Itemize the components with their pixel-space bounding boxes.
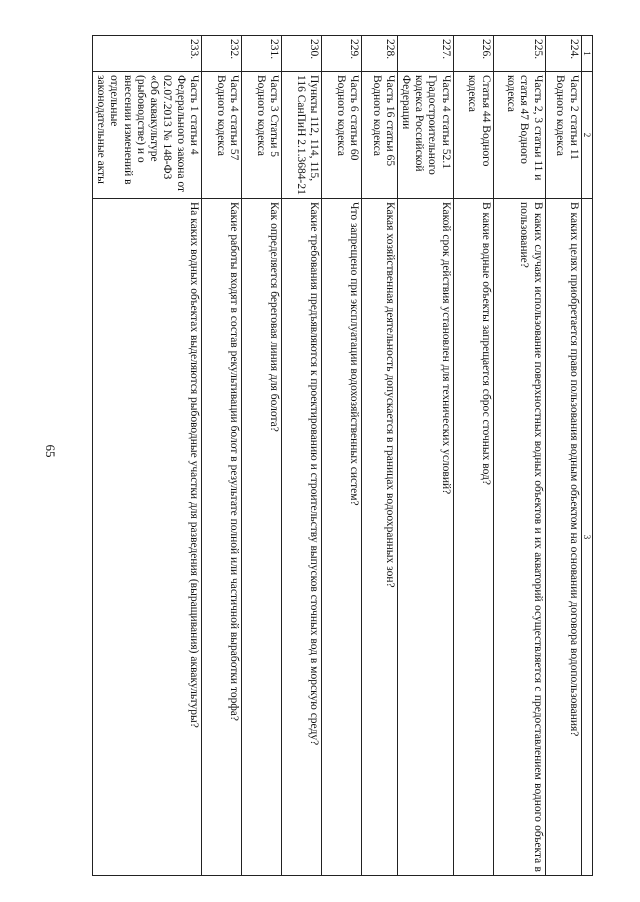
row-source: Часть 4 статьи 57 Водного кодекса [201,72,241,199]
table-row [545,36,581,876]
row-question: В каких случаях использование поверхностных водных объектов и их акваторий осуществляется с предоставлением водного объекта в пользование? [493,199,545,876]
row-source: Статья 44 Водного кодекса [453,72,493,199]
table-row [397,36,453,876]
row-number: 227. [397,36,453,72]
row-question: Какой срок действия установлен для технических условий? [397,199,453,876]
questions-table-rotated [95,35,593,875]
row-source: Пункты 112, 114, 115, 116 СанПиН 2.1.3684-21 [281,72,321,199]
table-header-row [581,36,592,876]
row-question: В каких целях приобретается право пользования водным объектом на основании договора водопользования? [545,199,581,876]
header-col-1: 1 [581,36,592,72]
table-row [493,36,545,876]
row-number: 229. [321,36,361,72]
row-number: 231. [241,36,281,72]
row-source: Часть 2, 3 статьи 11 и статья 47 Водного кодекса [493,72,545,199]
table-body [93,36,582,876]
row-source: Часть 3 Статьи 5 Водного кодекса [241,72,281,199]
row-question: Что запрещено при эксплуатации водохозяйственных систем? [321,199,361,876]
table-row [93,36,202,876]
row-question: Какие требования предъявляются к проектированию и строительству выпусков сточных вод в морскую среду? [281,199,321,876]
row-question: В какие водные объекты запрещается сброс сточных вод? [453,199,493,876]
row-question: На каких водных объектах выделяются рыбоводные участки для разведения (выращивания) аквакультуры? [93,199,202,876]
header-col-3: 3 [581,199,592,876]
row-number: 226. [453,36,493,72]
row-source: Часть 16 статьи 65 Водного кодекса [361,72,397,199]
table-row [453,36,493,876]
row-number: 224. [545,36,581,72]
row-source: Часть 6 статьи 60 Водного кодекса [321,72,361,199]
row-question: Какая хозяйственная деятельность допускается в границах водоохранных зон? [361,199,397,876]
row-question: Какие работы входят в состав рекультивации болот в результате полной или частичной выработки торфа? [201,199,241,876]
row-number: 228. [361,36,397,72]
header-col-2: 2 [581,72,592,199]
row-source: Часть 1 статьи 4 Федерального закона от 02.07.2013 № 148-ФЗ «Об аквакультуре (рыбоводстве) и о внесении изменений в отдельные законодательные акты [93,72,202,199]
row-number: 225. [493,36,545,72]
row-number: 232. [201,36,241,72]
questions-table [92,35,593,876]
table-row [361,36,397,876]
row-number: 230. [281,36,321,72]
page-number: 65 [43,444,58,458]
table-row [321,36,361,876]
table-row [241,36,281,876]
row-source: Часть 2 статьи 11 Водного кодекса [545,72,581,199]
table-header [581,36,592,876]
table-row [201,36,241,876]
row-number: 233. [93,36,202,72]
row-source: Часть 4 статьи 52.1 Градостроительного кодекса Российской Федерации [397,72,453,199]
row-question: Как определяется береговая линия для болота? [241,199,281,876]
table-row [281,36,321,876]
